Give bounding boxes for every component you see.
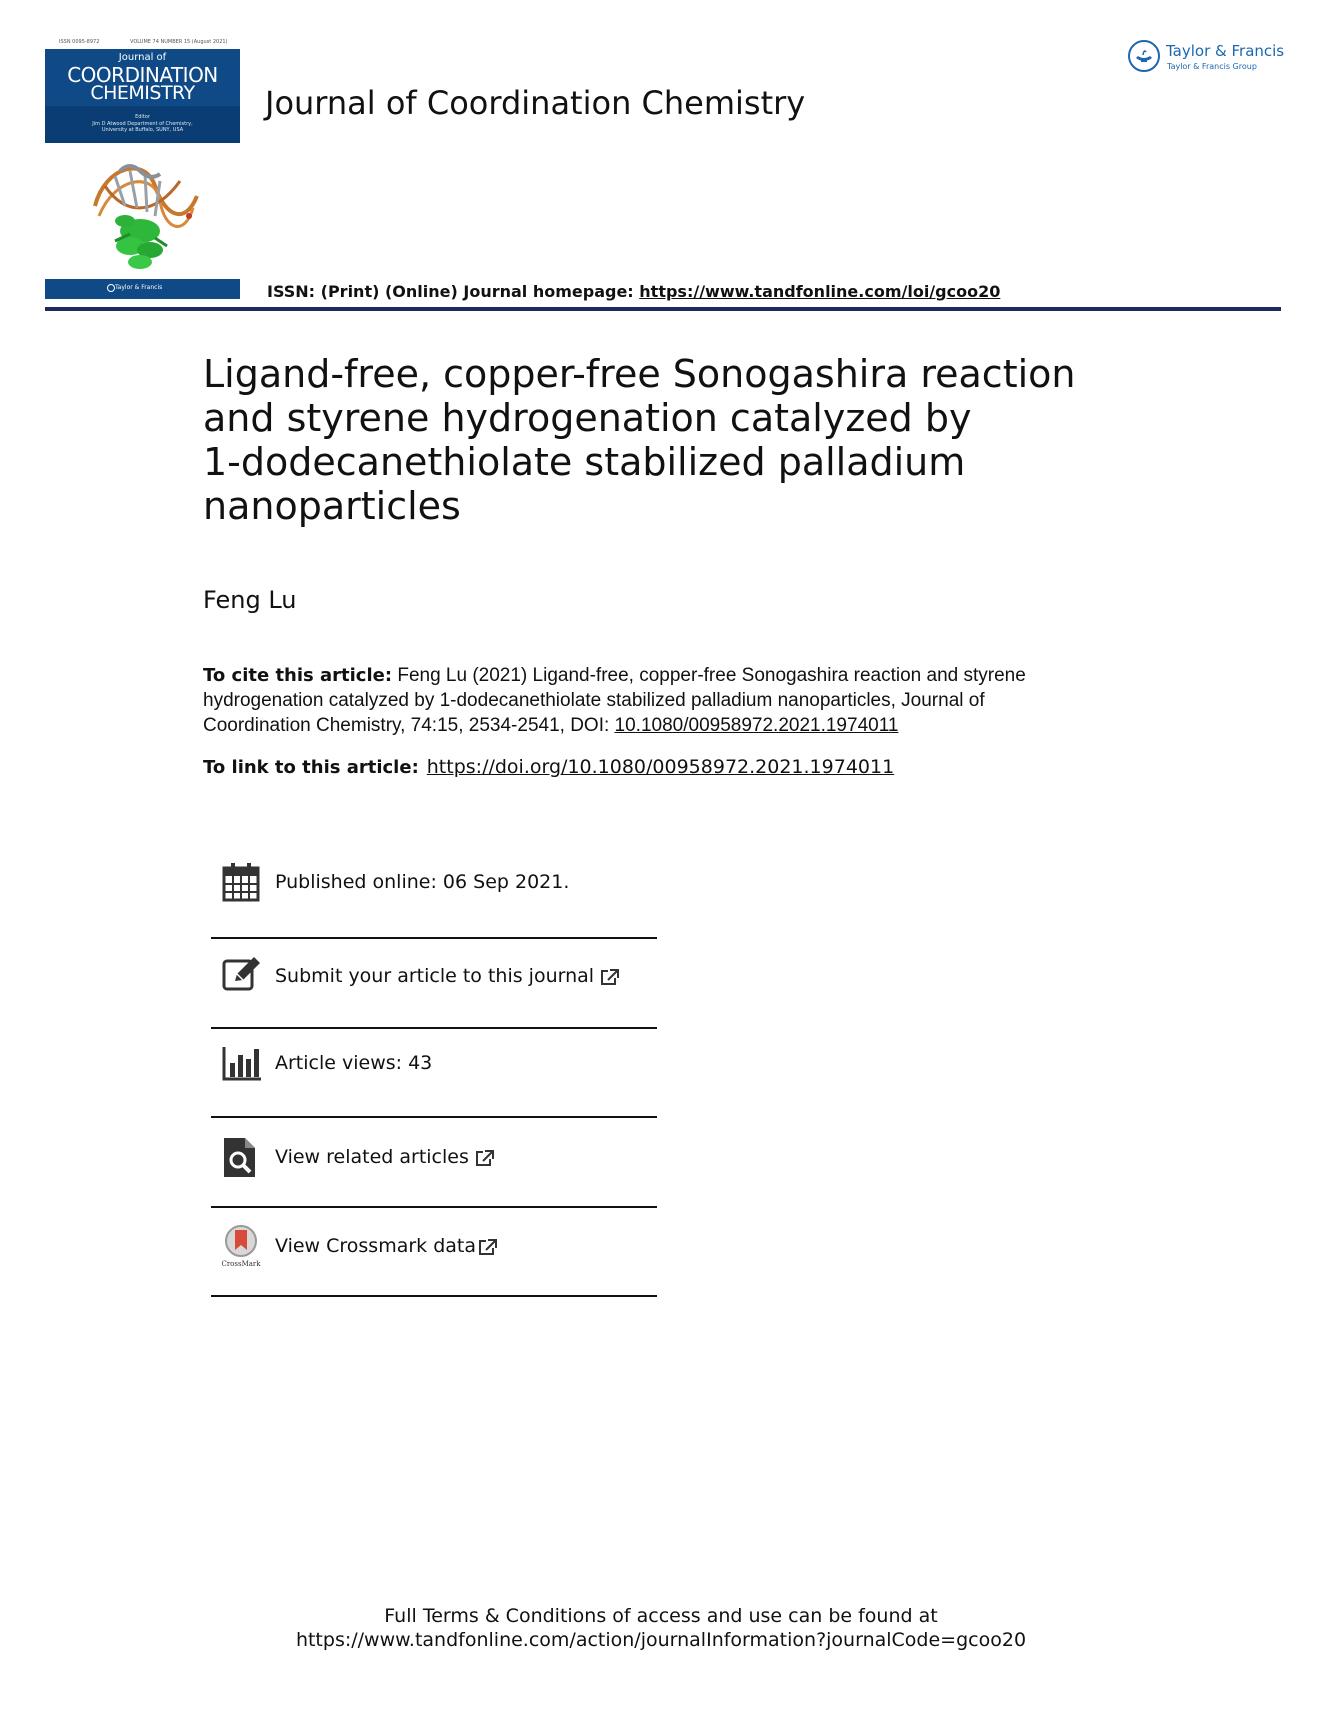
edit-icon [221,953,261,997]
external-link-icon [600,968,620,986]
crossmark-link[interactable]: View Crossmark data [275,1235,498,1257]
article-title [203,352,1103,528]
info-divider [211,1027,657,1029]
article-title-line: Ligand-free, copper-free Sonogashira reaction [203,352,1076,396]
bar-chart-icon [221,1041,261,1085]
link-label: To link to this article: [203,757,419,778]
article-views-text: Article views: 43 [275,1052,433,1074]
cover-editor-label: Editor [135,114,150,120]
info-divider [211,1116,657,1118]
cover-issn: ISSN 0095-8972 [59,39,100,45]
info-divider [211,1295,657,1297]
calendar-icon [221,860,261,904]
article-title-line: 1-dodecanethiolate stabilized palladium [203,440,966,484]
cover-chemistry: CHEMISTRY [90,82,195,104]
cite-text: Coordination Chemistry, 74:15, 2534-2541, DOI: [203,715,615,736]
submit-article-row[interactable] [211,945,657,1005]
cover-coordination: COORDINATION [67,63,218,87]
cover-molecule-illustration [85,146,205,274]
published-online-text: Published online: 06 Sep 2021. [275,871,570,893]
cover-editor-line1: Jim D Atwood Department of Chemistry, [92,121,193,127]
publisher-group: Taylor & Francis Group [1167,62,1257,71]
publisher-lamp-icon [1128,40,1160,72]
article-title-line: nanoparticles [203,484,461,528]
cite-doi-link[interactable]: 10.1080/00958972.2021.1974011 [614,715,899,736]
cover-journal-of: Journal of [118,52,167,63]
cite-label: To cite this article: [203,665,393,686]
external-link-icon [478,1238,498,1256]
header-divider [45,307,1281,311]
published-row [211,852,657,912]
cover-footer-band [45,279,240,299]
terms-link[interactable]: https://www.tandfonline.com/action/journalInformation?journalCode=gcoo20 [295,1629,1027,1651]
info-divider [211,937,657,939]
citation-block [203,663,1103,738]
cover-publisher-mark-icon [107,284,115,292]
cite-text: Feng Lu (2021) Ligand-free, copper-free Sonogashira reaction and styrene [392,665,1026,686]
cover-volume: VOLUME 74 NUMBER 15 (August 2021) [130,39,228,45]
related-articles-link[interactable]: View related articles [275,1146,495,1168]
journal-homepage-link[interactable]: https://www.tandfonline.com/loi/gcoo20 [639,282,1001,301]
svg-text:CrossMark: CrossMark [221,1260,261,1268]
cover-title-band [45,49,240,143]
related-articles-row[interactable] [211,1127,657,1187]
submit-article-link[interactable]: Submit your article to this journal [275,965,620,987]
article-author: Feng Lu [203,586,297,614]
cite-text: hydrogenation catalyzed by 1-dodecanethiolate stabilized palladium nanoparticles, Journal of [203,690,985,711]
journal-cover [45,38,240,300]
info-divider [211,1206,657,1208]
article-views-row [211,1033,657,1093]
issn-prefix: ISSN: (Print) (Online) Journal homepage: [267,282,640,301]
document-search-icon [221,1135,261,1179]
article-link-line [203,756,894,778]
article-title-line: and styrene hydrogenation catalyzed by [203,396,972,440]
cover-publisher: Taylor & Francis [115,284,163,291]
terms-footer [0,1604,1322,1652]
article-doi-link[interactable]: https://doi.org/10.1080/00958972.2021.1974011 [426,756,895,778]
publisher-name: Taylor & Francis [1166,42,1285,60]
terms-text: Full Terms & Conditions of access and use can be found at [384,1605,938,1627]
crossmark-row[interactable] [211,1216,657,1276]
external-link-icon [475,1149,495,1167]
cover-editor-line2: University at Buffalo, SUNY, USA [101,127,184,133]
cover-meta-row [45,38,240,47]
crossmark-icon [221,1224,261,1268]
journal-title: Journal of Coordination Chemistry [265,84,806,122]
issn-homepage-line [267,282,1000,301]
publisher-logo[interactable] [1128,38,1288,78]
cover-editor-box [45,106,240,143]
